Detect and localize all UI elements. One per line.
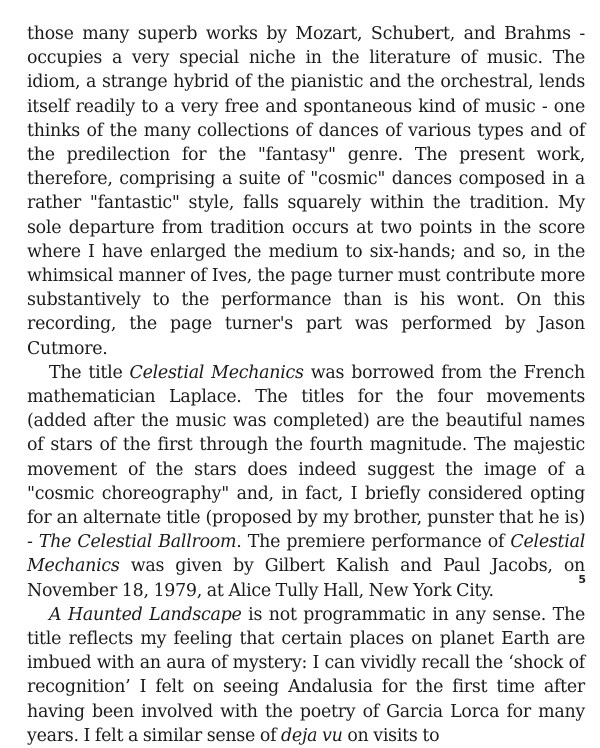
- italic-title: A Haunted Landscape: [49, 604, 242, 625]
- text-run: was given by Gilbert Kalish and Paul Jacobs, on November 18, 1979, at Alice Tully Hall, New York City.: [27, 556, 585, 601]
- page-number: 5: [578, 573, 586, 586]
- text-run: . The premiere performance of: [236, 532, 511, 553]
- document-page: [27, 22, 585, 748]
- text-run: was borrowed from the French mathematician Laplace. The titles for the four movements (added after the music was completed) are the beautiful names of stars of the first through the fourth magnitude. The majestic movement of the stars does indeed suggest the image of a "cosmic choreography" and, in fact, I briefly considered opting for an alternate title (proposed by my brother, punster that he is) -: [27, 362, 585, 553]
- paragraph-1: [27, 22, 585, 361]
- italic-title: Celestial Mechanics: [27, 532, 586, 577]
- text-run: is not programmatic in any sense. The title reflects my feeling that certain places on planet Earth are imbued with an aura of mystery: I can vividly recall the ‘shock of recognition’ I felt on seeing Andalusia for the first time after having been involved with the poetry of Garcia Lorca for many years. I felt a similar sense of: [27, 604, 585, 746]
- text-run: those many superb works by Mozart, Schubert, and Brahms - occupies a very special niche in the literature of music. The idiom, a strange hybrid of the pianistic and the orchestral, lends itself readily to a very free and spontaneous kind of music - one thinks of the many collections of dances of various types and of the predilection for the "fantasy" genre. The present work, therefore, comprising a suite of "cosmic" dances composed in a rather "fantastic" style, falls squarely within the tradition. My sole departure from tradition occurs at two points in the score where I have enlarged the medium to six-hands; and so, in the whimsical manner of Ives, the page turner must contribute more substantively to the performance than is his wont. On this recording, the page turner's part was performed by Jason Cutmore.: [27, 24, 585, 359]
- text-run: The title: [49, 362, 130, 383]
- italic-title: The Celestial Ballroom: [38, 532, 237, 553]
- italic-title: Celestial Mechanics: [129, 362, 304, 383]
- paragraph-3: [27, 603, 585, 748]
- paragraph-2: [27, 361, 585, 603]
- text-run: on visits to: [342, 725, 440, 746]
- italic-title: deja vu: [281, 725, 343, 746]
